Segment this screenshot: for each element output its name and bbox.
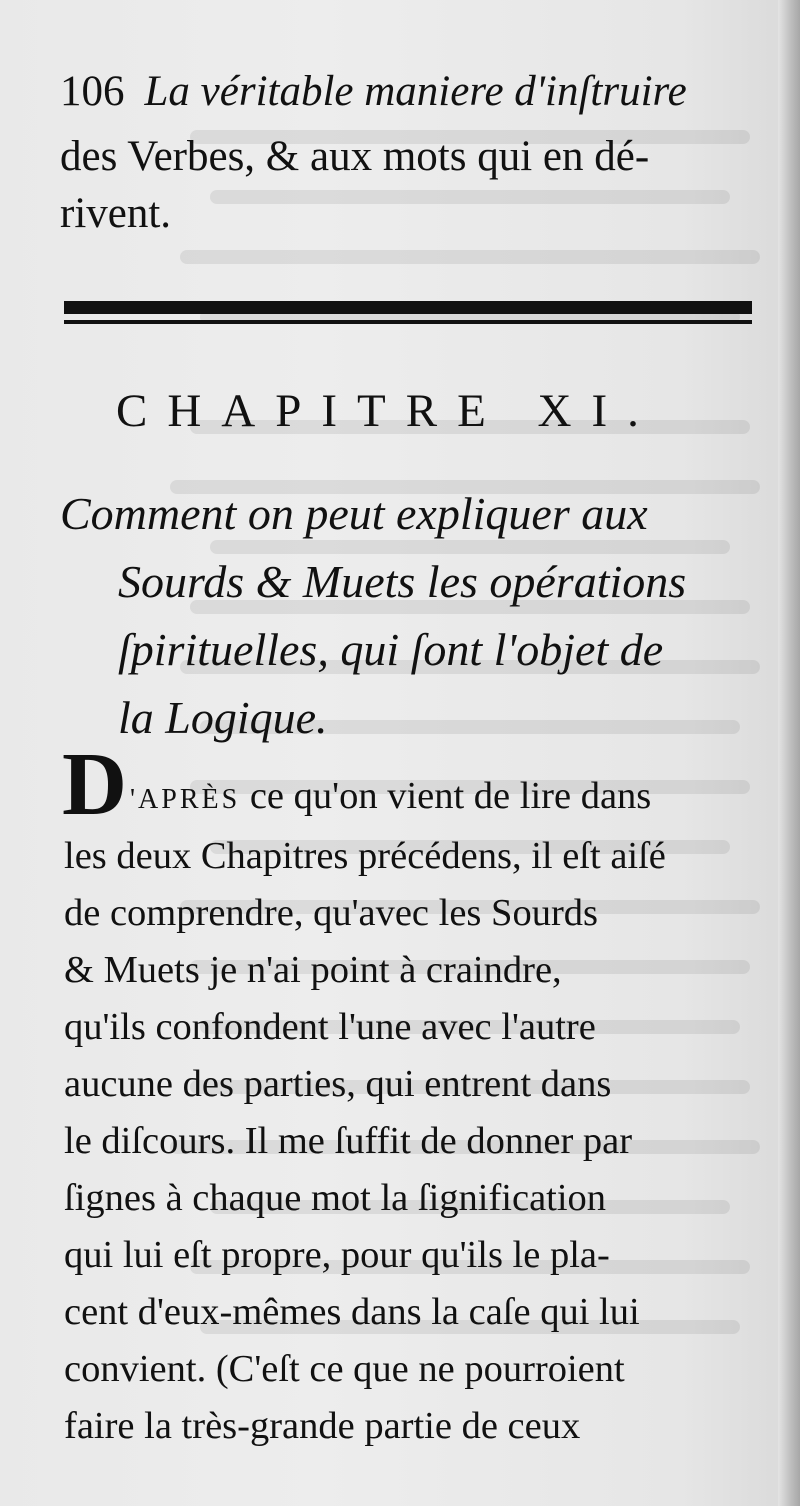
continuation-line: des Verbes, & aux mots qui en dé- [60, 133, 650, 180]
body-line: qui lui eſt propre, pour qu'ils le pla- [64, 1234, 610, 1276]
chapter-divider-thin [64, 320, 752, 324]
body-line: aucune des parties, qui entrent dans [64, 1063, 612, 1105]
body-line: les deux Chapitres précédens, il eſt aiſé [64, 835, 666, 877]
previous-chapter-continuation [60, 128, 765, 242]
chapter-title-line: Sourds & Muets les opérations [118, 556, 687, 607]
body-first-line [64, 768, 764, 828]
body-line: le diſcours. Il me ſuffit de donner par [64, 1120, 633, 1162]
continuation-line: rivent. [60, 190, 172, 237]
first-word: 'APRÈS [130, 784, 241, 815]
page-number: 106 [60, 68, 125, 115]
body-line: qu'ils confondent l'une avec l'autre [64, 1006, 596, 1048]
chapter-heading: CHAPITRE XI. [116, 385, 659, 437]
drop-cap: D [62, 735, 127, 834]
body-line: cent d'eux-mêmes dans la caſe qui lui [64, 1291, 640, 1333]
body-line: ſignes à chaque mot la ſignification [64, 1177, 607, 1219]
running-header [60, 62, 760, 122]
chapter-title [60, 480, 760, 752]
chapter-title-line: la Logique. [118, 692, 328, 743]
first-line-rest: ce qu'on vient de lire dans [240, 775, 652, 817]
running-title: La véritable maniere d'inſtruire [144, 68, 687, 115]
body-line: convient. (C'eſt ce que ne pourroient [64, 1348, 625, 1390]
body-line: & Muets je n'ai point à craindre, [64, 949, 562, 991]
body-line: faire la très-grande partie de ceux [64, 1405, 581, 1447]
page-edge-shadow [778, 0, 800, 1506]
chapter-title-line: Comment on peut expliquer aux [60, 488, 648, 539]
chapter-divider-thick [64, 301, 752, 314]
body-line: de comprendre, qu'avec les Sourds [64, 892, 598, 934]
chapter-title-line: ſpirituelles, qui ſont l'objet de [118, 624, 664, 675]
body-text [64, 768, 764, 1455]
